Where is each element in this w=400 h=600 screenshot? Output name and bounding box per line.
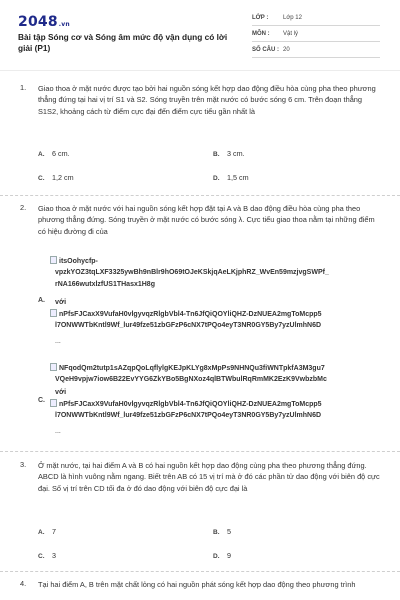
option-c[interactable]: C. 3 [38, 551, 56, 560]
option-c-label[interactable]: C. [38, 397, 45, 404]
ellipsis: ... [55, 428, 61, 435]
question-1 [20, 83, 388, 193]
broken-image-icon [50, 309, 57, 317]
question-text: Tại hai điểm A, B trên mặt chất lỏng có hai nguồn phát sóng kết hợp dao động theo phương trình [38, 580, 356, 589]
divider [0, 451, 400, 452]
document-header [0, 0, 400, 62]
broken-image-icon [50, 256, 57, 264]
broken-image-icon [50, 399, 57, 407]
logo-main: 2048 [18, 14, 58, 30]
option-a[interactable]: A. 7 [38, 527, 56, 536]
image-alt-text: VQeH9vpjw7iow6B22EvYYG6ZkYBo5BgNXoz4qlBTWbulRqRmMK2EzK9VwbzbMc [55, 376, 327, 383]
site-logo[interactable] [18, 14, 70, 30]
question-text: Giao thoa ở mặt nước với hai nguồn sóng kết hợp đặt tại A và B dao động điều hòa cùng pha theo phương thẳng đứng. Sóng truyền ở mặt nước có bước sóng λ. Cực tiểu giao thoa nằm tại những điểm có hiệu đường đi của [38, 204, 375, 236]
option-c[interactable]: C. 1,2 cm [38, 173, 74, 182]
broken-image-alt: itsOohycfp- [50, 256, 390, 267]
meta-class: LỚP : Lớp 12 [252, 10, 380, 26]
option-a-label[interactable]: A. [38, 297, 45, 304]
question-text: Giao thoa ở mặt nước được tạo bởi hai nguồn sóng kết hợp dao động điều hòa cùng pha theo phương thẳng đứng tại hai vị trí S1 và S2. Sóng truyền trên mặt nước có bước sóng 6 cm. Trên đoạn thẳng S1S2, khoảng cách từ điểm cực đại đến điểm cực tiểu gần nhất là [38, 84, 376, 116]
divider [0, 571, 400, 572]
option-d[interactable]: D. 9 [213, 551, 231, 560]
question-number: 1. [20, 83, 27, 92]
question-number: 2. [20, 203, 27, 212]
question-3 [20, 460, 388, 570]
broken-image-alt: nPfsFJCaxX9VufaH0vlgyvqzRlgbVbl4-Tn6JfQiQOYliQHZ-DzNUEA2mgToMcpp5 [50, 399, 390, 410]
image-alt-text: vpzkYOZ3tqLXF3325ywBh9nBlr9hO69tOJeKSkjqAeLKjphRZ_WvEn59mzjvgSWPf_ [55, 269, 329, 276]
logo-suffix: .vn [58, 21, 70, 28]
option-b[interactable]: B. 5 [213, 527, 231, 536]
option-b[interactable]: B. 3 cm. [213, 149, 245, 158]
meta-count: SỐ CÂU : 20 [252, 42, 380, 58]
option-a[interactable]: A. 6 cm. [38, 149, 70, 158]
question-number: 4. [20, 579, 27, 588]
question-text: Ở mặt nước, tại hai điểm A và B có hai nguồn kết hợp dao động cùng pha theo phương thẳng đứng. ABCD là hình vuông nằm ngang. Biết trên AB có 15 vị trí mà ở đó các phần tử dao động với biên độ cực đại. Số vị trí trên CD tối đa ở đó dao động với biên độ cực đại là [38, 461, 380, 493]
question-list [0, 70, 400, 600]
meta-subject: MÔN : Vật lý [252, 26, 380, 42]
question-4 [20, 579, 388, 600]
option-a-with: với [55, 297, 67, 306]
ellipsis: ... [55, 338, 61, 345]
option-d[interactable]: D. 1,5 cm [213, 173, 249, 182]
image-alt-text: l7ONWWTbKntl9Wf_lur49fze51zbGFzP6cNX7tPQo4eyT3NR0GY5By7yzUlmhN6D [55, 412, 322, 419]
image-alt-text: l7ONWWTbKntl9Wf_lur49fze51zbGFzP6cNX7tPQo4eyT3NR0GY5By7yzUlmhN6D [55, 322, 322, 329]
image-alt-text: rNA166wutxlzfUS1THasx1H8g [55, 281, 155, 288]
document-meta [252, 10, 380, 58]
document-title: Bài tập Sóng cơ và Sóng âm mức độ vận dụng có lời giải (P1) [18, 32, 228, 53]
option-c-with: với [55, 387, 67, 396]
broken-image-icon [50, 363, 57, 371]
broken-image-alt: NFqodQm2tutp1sAZqpQoLqflylgKEJpKLYg8xMpPs9NHNQu3fiWNTpkfA3M3gu7 [50, 363, 390, 374]
question-number: 3. [20, 460, 27, 469]
divider [0, 195, 400, 196]
question-2 [20, 203, 388, 463]
broken-image-alt: nPfsFJCaxX9VufaH0vlgyvqzRlgbVbl4-Tn6JfQiQOYliQHZ-DzNUEA2mgToMcpp5 [50, 309, 390, 320]
